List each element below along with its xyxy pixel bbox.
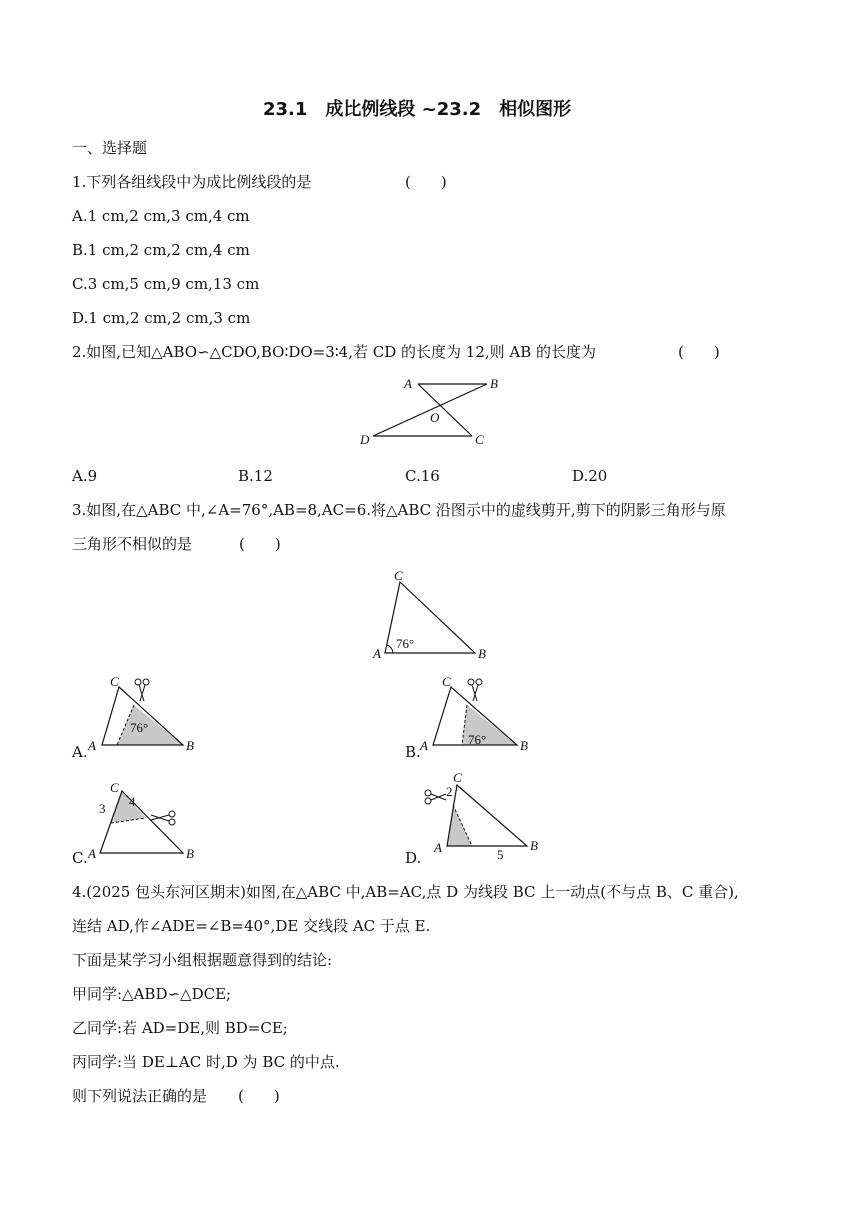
q3-optD-num-bottom: 5 [497, 847, 504, 862]
q3-stem-line1: 3.如图,在△ABC 中,∠A=76°,AB=8,AC=6.将△ABC 沿图示中的虚线剪开,剪下的阴影三角形与原 [72, 501, 726, 519]
q2-label-o: O [430, 410, 440, 425]
q3-option-b-label: B. [405, 743, 421, 761]
q4-line1: 4.(2025 包头东河区期末)如图,在△ABC 中,AB=AC,点 D 为线段 BC 上一动点(不与点 B、C 重合), [72, 883, 739, 901]
q3-optC-num-top: 4 [129, 794, 136, 809]
q2-option-c: C.16 [405, 467, 440, 485]
q3-optA-label-c: C [110, 674, 119, 689]
section-heading: 一、选择题 [72, 139, 148, 157]
scissors-icon [151, 811, 175, 825]
q2-label-b: B [490, 376, 498, 391]
q2-option-b: B.12 [238, 467, 273, 485]
q4-line3: 下面是某学习小组根据题意得到的结论: [72, 951, 333, 969]
q4-yi: 乙同学:若 AD=DE,则 BD=CE; [72, 1019, 288, 1037]
q3-option-a-figure [87, 674, 194, 753]
q3-optA-label-b: B [186, 738, 194, 753]
q3-option-b-figure [419, 674, 528, 753]
q3-main-angle: 76° [396, 636, 415, 651]
page-title: 23.1 成比例线段 ~23.2 相似图形 [263, 99, 572, 120]
q3-main-label-a: A [373, 646, 381, 661]
q3-optD-label-a: A [434, 840, 442, 855]
q1-answer-paren: ( ) [405, 173, 447, 191]
scissors-icon [425, 790, 446, 804]
q3-option-d-figure [425, 770, 538, 862]
q3-main-label-b: B [478, 646, 486, 661]
q3-option-d-label: D. [405, 849, 422, 867]
q2-answer-paren: ( ) [678, 343, 720, 361]
q2-label-d: D [360, 432, 370, 447]
q1-option-a: A.1 cm,2 cm,3 cm,4 cm [72, 207, 250, 225]
q4-line2: 连结 AD,作∠ADE=∠B=40°,DE 交线段 AC 于点 E. [72, 917, 431, 935]
q2-option-a: A.9 [72, 467, 98, 485]
q1-stem: 1.下列各组线段中为成比例线段的是 [72, 173, 312, 191]
q3-optC-label-c: C [110, 780, 119, 795]
q1-option-d: D.1 cm,2 cm,2 cm,3 cm [72, 309, 251, 327]
q2-stem: 2.如图,已知△ABO∽△CDO,BO∶DO=3∶4,若 CD 的长度为 12,则 AB 的长度为 [72, 343, 597, 361]
q3-option-c-figure [87, 780, 194, 861]
q3-optA-angle: 76° [130, 720, 149, 735]
scissors-icon [468, 679, 482, 701]
q3-main-triangle [372, 568, 486, 661]
scissors-icon [135, 679, 149, 701]
q2-option-d: D.20 [572, 467, 608, 485]
q3-answer-paren: ( ) [239, 535, 281, 553]
q3-optC-label-b: B [186, 846, 194, 861]
q3-option-c-label: C. [72, 849, 88, 867]
q4-answer-paren: ( ) [238, 1087, 280, 1105]
q3-optB-label-a: A [420, 738, 428, 753]
q3-optC-num-left: 3 [99, 801, 106, 816]
q3-optC-label-a: A [88, 846, 96, 861]
q1-option-c: C.3 cm,5 cm,9 cm,13 cm [72, 275, 260, 293]
q3-option-a-label: A. [72, 743, 88, 761]
q2-label-a: A [404, 376, 412, 391]
q3-stem-line2: 三角形不相似的是 [72, 535, 193, 553]
q4-bing: 丙同学:当 DE⊥AC 时,D 为 BC 的中点. [72, 1053, 340, 1071]
q3-optB-angle: 76° [468, 732, 487, 747]
q3-optB-label-b: B [520, 738, 528, 753]
q3-optD-label-b: B [530, 838, 538, 853]
q3-optD-label-c: C [453, 770, 462, 785]
q4-ask: 则下列说法正确的是 [72, 1087, 208, 1105]
q3-optD-num-top: 2 [446, 784, 453, 799]
q1-option-b: B.1 cm,2 cm,2 cm,4 cm [72, 241, 250, 259]
q3-main-label-c: C [394, 568, 403, 583]
q4-jia: 甲同学:△ABD∽△DCE; [72, 985, 232, 1003]
q2-label-c: C [475, 432, 484, 447]
q3-optA-label-a: A [88, 738, 96, 753]
q3-optB-label-c: C [442, 674, 451, 689]
